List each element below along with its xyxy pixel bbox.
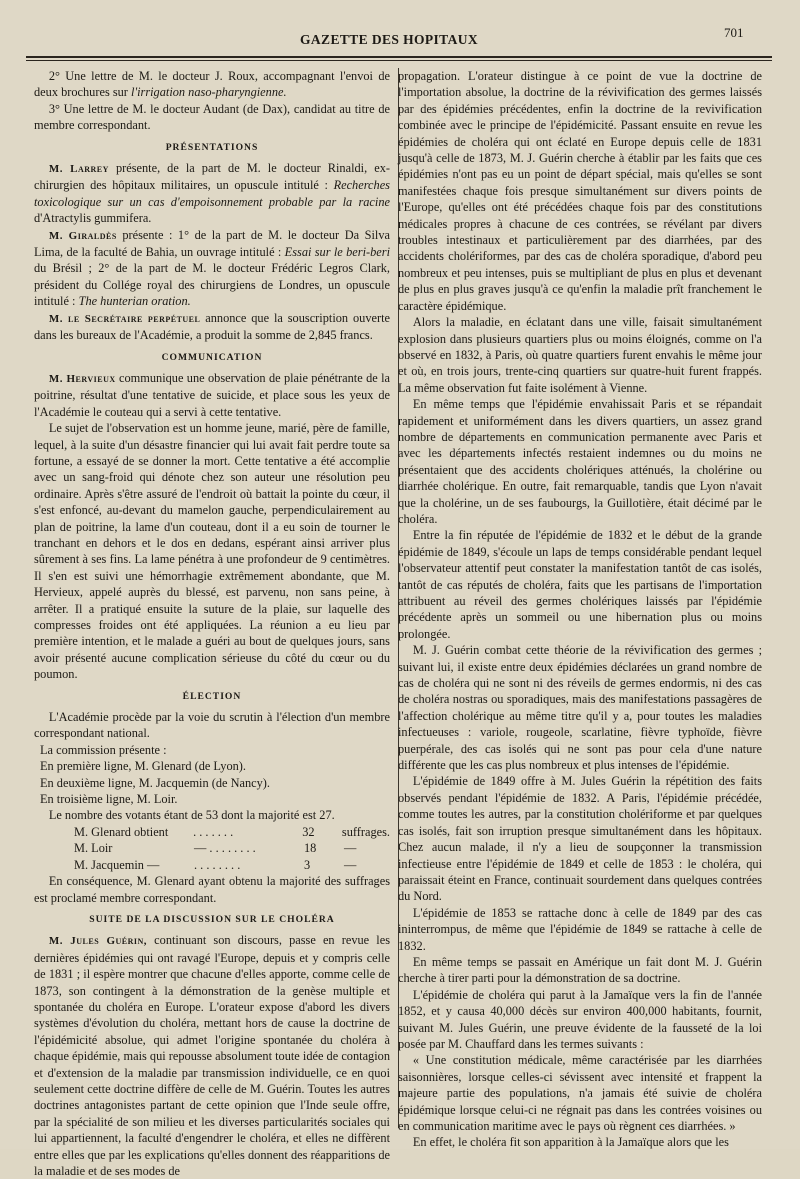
list-item: En première ligne, M. Glenard (de Lyon). bbox=[40, 759, 247, 774]
right-column bbox=[398, 68, 762, 1151]
paragraph: 3° Une lettre de M. le docteur Audant (de Dax), candidat au titre de membre correspondant. bbox=[34, 101, 390, 133]
quotation: « Une constitution médicale, même caractérisée par les diarrhées saisonnières, lorsque celles-ci sévissent avec intensité et frappent la majeure partie des populations, n'a jamais été suivie de choléra épidémique lorsque celui-ci ne régnait pas dans les contrées voisines ou en communication maritime avec le pays où règnent ces diarrhées. » bbox=[398, 1053, 762, 1133]
paragraph: En conséquence, M. Glenard ayant obtenu la majorité des suffrages est proclamé membre correspondant. bbox=[34, 874, 390, 905]
paragraph: Entre la fin réputée de l'épidémie de 1832 et le début de la grande épidémie de 1849, s'écoule un laps de temps considérable pendant lequel l'observateur attentif peut constater la manifestation tantôt de cas isolés, tantôt de cas réputés de choléra, faits que les partisans de l'importation attribuent au réveil des germes cholériques laissés par l'épidémie précédente après un sommeil ou une hibernation plus ou moins prolongée. bbox=[398, 528, 762, 641]
paragraph: L'Académie procède par la voie du scrutin à l'élection d'un membre correspondant national. bbox=[34, 710, 390, 741]
commission-list bbox=[34, 742, 390, 808]
paragraph: En même temps se passait en Amérique un fait dont M. J. Guérin cherche à tirer parti pour la démonstration de sa doctrine. bbox=[398, 954, 762, 986]
paragraph: Le nombre des votants étant de 53 dont la majorité est 27. bbox=[48, 808, 335, 823]
paragraph: L'épidémie de 1849 offre à M. Jules Guérin la répétition des faits observés pendant l'épidémie de 1832. A Paris, l'épidémie précédée, comme toutes les autres, par la constitution cholériforme et par quelques cas isolés, fait son irruption presque simultanément dans les hôpitaux. Chez aucun malade, il n'y a lieu de soupçonner la transmission infectieuse entre l'épidémie de 1849 et celle de 1853 : le choléra, qui paraissait éteint en France, continuait sourdement dans quelques contrées du Nord. bbox=[398, 774, 762, 904]
header-rule-thin bbox=[26, 60, 772, 61]
paragraph: En même temps que l'épidémie envahissait Paris et se répandait rapidement et uniformément dans les divers quartiers, un assez grand nombre de départements en communication permanente avec Paris et avec les départements infectés restaient indemnes ou du moins ne présentaient que des accidents cholériques atténués, la cholérine ou diarrhée cholérique. En outre, fait remarquable, tandis que Lyon n'avait que la cholérine, un de ses faubourgs, la Guillotière, était décimé par le choléra. bbox=[398, 397, 762, 526]
paragraph: M. le Secrétaire perpétuel annonce que la souscription ouverte dans les bureaux de l'Académie, a produit la somme de 2,845 francs. bbox=[34, 310, 390, 343]
page-number: 701 bbox=[724, 25, 744, 40]
section-heading-presentations: PRÉSENTATIONS bbox=[165, 141, 259, 153]
list-item: En troisième ligne, M. Loir. bbox=[40, 792, 178, 807]
vote-row: M. Loir — . . . . . . . . 18 — bbox=[74, 841, 357, 856]
list-item: La commission présente : bbox=[40, 742, 167, 757]
vote-row: M. Glenard obtient . . . . . . . 32 suffrages. bbox=[74, 824, 390, 839]
paragraph: M. Giraldès présente : 1° de la part de M. le docteur Da Silva Lima, de la faculté de Bahia, un ouvrage intitulé : Essai sur le beri-beri du Brésil ; 2° de la part de M. le docteur Frédéric Legros Clark, président du Collége royal des chirurgiens de Londres, un opuscule intitulé : The hunterian oration. bbox=[34, 227, 391, 309]
paragraph: 2° Une lettre de M. le docteur J. Roux, accompagnant l'envoi de deux brochures sur l'irrigation naso-pharyngienne. bbox=[34, 69, 390, 100]
paragraph: M. J. Guérin combat cette théorie de la révivification des germes ; suivant lui, il existe entre deux épidémies déclarées un grand nombre de cas de choléra qui ne sont ni des réveils de germes endormis, ni des cas de choléra nostras ou sporadiques, mais des manifestations passagères de l'affection cholérique au même titre qu'il y a, pour toutes les maladies infectueuses : variole, rougeole, scarlatine, fièvre typhoïde, fièvre puerpérale, des cas isolés qui ne sont pas pour cela d'une nature différente que les cas plus nombreux et plus intenses de l'épidémie. bbox=[398, 643, 762, 773]
paragraph: Le sujet de l'observation est un homme jeune, marié, père de famille, lequel, à la suite d'un désastre financier qui lui avait fait perdre toute sa fortune, a essayé de se donner la mort. Cette tentative a été accomplie avec un sang-froid qui dénote chez son auteur une résolution peu ordinaire. Après s'être assuré de l'endroit où battait la pointe du cœur, il s'est enfoncé, au-devant du mamelon gauche, perpendiculairement au plan de poitrine, la lame d'un couteau, dont il a eu soin de tourner le tranchant en dehors et le dos en dedans, espérant ainsi arriver plus sûrement à ses fins. La lame pénétra à une profondeur de 9 centimètres. Il s'en est suivi une hémorrhagie extrêmement abondante, que M. Hervieux, appelé auprès du blessé, est parvenu, non sans peine, à arrêter. Il a pratiqué ensuite la suture de la plaie, sur laquelle des compresses froides ont été appliquées. La réunion a eu lieu par première intention, et le malade a guéri au bout de quelques jours, sans avoir présenté aucune complication sérieuse du côté du cœur ou du poumon. bbox=[34, 421, 390, 682]
section-heading-election: ÉLECTION bbox=[182, 690, 242, 702]
paragraph: M. Larrey présente, de la part de M. le docteur Rinaldi, ex-chirurgien des hôpitaux militaires, un opuscule intitulé : Recherches toxicologique sur un cas d'empoisonnement probable par la racine d'Atractylis gummifera. bbox=[34, 161, 390, 226]
paragraph: L'épidémie de 1853 se rattache donc à celle de 1849 par des cas ininterrompus, de même que l'épidémie de 1849 se rattache à celle de 1832. bbox=[398, 905, 762, 953]
paragraph: M. Jules Guérin, continuant son discours, passe en revue les dernières épidémies qui ont ravagé l'Europe, depuis et y compris celle de 1831 ; il espère montrer que chacune d'elles apporte, comme celle de 1873, son contingent à la démonstration de la genèse multiple et spontanée du choléra en Europe. L'orateur expose d'abord les divers systèmes d'évolution du choléra, mettant hors de cause la doctrine de l'épidémicité absolue, qui admet l'origine spontanée du choléra à chaque épidémie, mais qui repousse absolument toute idée de contagion et d'extension de la maladie par transmission individuelle, ce en quoi seulement cette doctrine diffère de celle de M. Guérin. Toutes les autres doctrines antagonistes partant de cette opinion que l'Inde seule offre, par la spécialité de son milieu et les diverses particularités sociales qui lui appartiennent, la faculté d'engendrer le choléra, et elles ne diffèrent entre elles que par les explications qu'elles donnent des réapparitions de la maladie et de ses modes de bbox=[34, 933, 391, 1178]
page-header bbox=[0, 22, 800, 58]
paragraph: Alors la maladie, en éclatant dans une ville, faisait simultanément explosion dans plusieurs quartiers plus ou moins éloignés, comme on l'a observé en 1832, à Paris, où quatre quartiers furent envahis le même jour et où, en trois jours, trente-cinq quartiers sur quatre-huit furent frappés. La même observation fut faite isolément à Vienne. bbox=[398, 315, 762, 395]
section-heading-communication: COMMUNICATION bbox=[161, 351, 263, 363]
list-item: En deuxième ligne, M. Jacquemin (de Nancy). bbox=[40, 775, 270, 790]
paragraph: L'épidémie de choléra qui parut à la Jamaïque vers la fin de l'année 1852, et y causa 40,000 décès sur environ 400,000 habitants, fournit, suivant M. Jules Guérin, une preuve évidente de la fausseté de la loi posée par M. Chauffard dans les termes suivants : bbox=[398, 987, 762, 1051]
section-heading-discussion: SUITE DE LA DISCUSSION SUR LE CHOLÉRA bbox=[89, 913, 335, 925]
left-column bbox=[34, 68, 390, 1179]
header-rule bbox=[26, 56, 772, 58]
paragraph: En effet, le choléra fit son apparition à la Jamaïque alors que les bbox=[412, 1135, 729, 1150]
journal-title: GAZETTE DES HOPITAUX bbox=[300, 32, 479, 47]
paragraph: propagation. L'orateur distingue à ce point de vue la doctrine de l'importation absolue, la doctrine de la révivification des germes laissés par des épidémies précédentes, enfin la doctrine de la revivification combinée avec le principe de l'épidémicité. Passant ensuite en revue les épidémies de choléra qui ont éclaté en Europe depuis celle de 1831 jusqu'à celle de 1873, M. J. Guérin cherche à établir par les faits que ces épidémies n'ont pas eu un point de départ spécial, mais qu'elles se sont manifestées chaque fois presque simultanément sur divers points de l'Europe, qu'elles ont été précédées chaque fois par des constitutions médicales propres à chacune de ces contrées, se révélant par divers troubles intestinaux et particulièrement par des diarrhées, par des accidents cholériformes, par des cas de choléra sporadique, d'abord peu nombreux et peu intenses, puis se multipliant de plus en plus et devenant de plus en plus graves jusqu'à ce qu'enfin la maladie prît franchement le caractère épidémique. bbox=[398, 69, 762, 313]
vote-row: M. Jacquemin — . . . . . . . . 3 — bbox=[74, 857, 357, 872]
paragraph: M. Hervieux communique une observation de plaie pénétrante de la poitrine, résultat d'une tentative de suicide, et place sous les yeux de l'Académie le couteau qui a servi à cette tentative. bbox=[34, 370, 390, 419]
